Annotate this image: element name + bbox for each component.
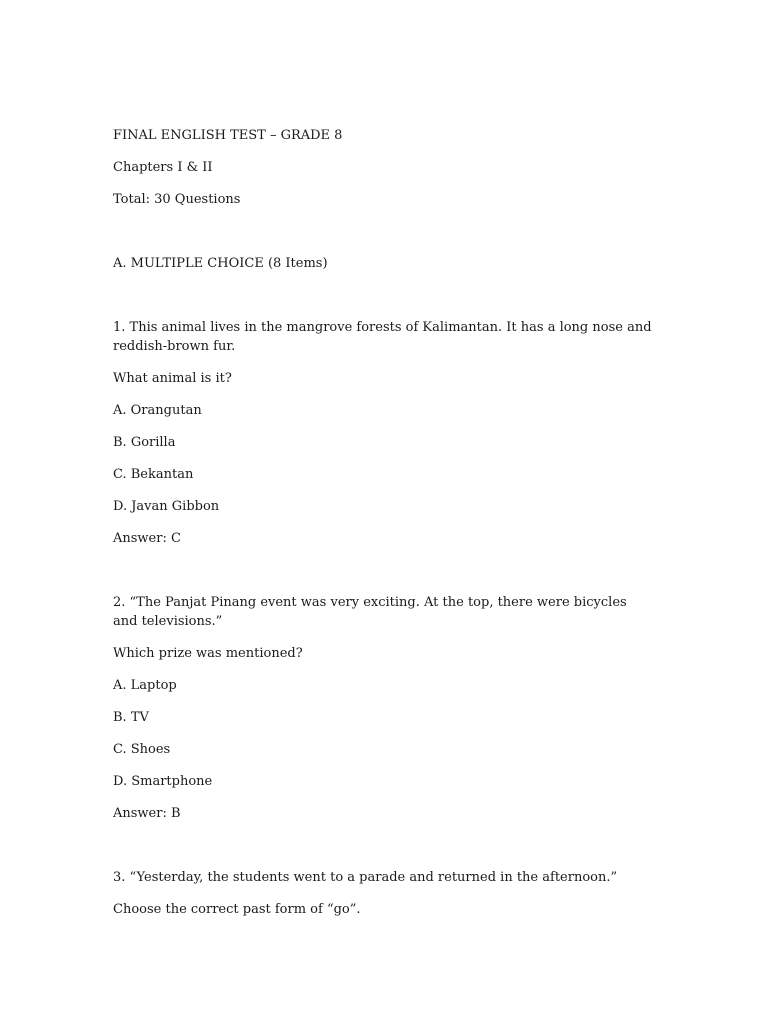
question-stem: 1. This animal lives in the mangrove forests of Kalimantan. It has a long nose and reddish-brown fur.	[113, 320, 652, 354]
option-a: A. Laptop	[113, 678, 177, 693]
question-1	[113, 318, 653, 548]
total-questions-line: Total: 30 Questions	[113, 192, 241, 207]
option-a: A. Orangutan	[113, 403, 202, 418]
question-stem: 3. “Yesterday, the students went to a parade and returned in the afternoon.”	[113, 870, 618, 885]
option-d: D. Javan Gibbon	[113, 499, 220, 514]
document-page	[113, 126, 653, 919]
question-2	[113, 593, 653, 823]
question-prompt: Which prize was mentioned?	[113, 646, 303, 661]
section-title: A. MULTIPLE CHOICE (8 Items)	[113, 256, 328, 271]
test-title: FINAL ENGLISH TEST – GRADE 8	[113, 128, 343, 143]
option-c: C. Shoes	[113, 742, 171, 757]
option-c: C. Bekantan	[113, 467, 194, 482]
question-prompt: What animal is it?	[113, 371, 232, 386]
option-d: D. Smartphone	[113, 774, 213, 789]
chapters-line: Chapters I & II	[113, 160, 213, 175]
answer-line: Answer: C	[113, 531, 181, 546]
question-prompt: Choose the correct past form of “go”.	[113, 902, 361, 917]
option-b: B. Gorilla	[113, 435, 176, 450]
question-3	[113, 868, 653, 919]
option-b: B. TV	[113, 710, 149, 725]
question-stem: 2. “The Panjat Pinang event was very exciting. At the top, there were bicycles and televisions.”	[113, 595, 627, 629]
answer-line: Answer: B	[113, 806, 181, 821]
